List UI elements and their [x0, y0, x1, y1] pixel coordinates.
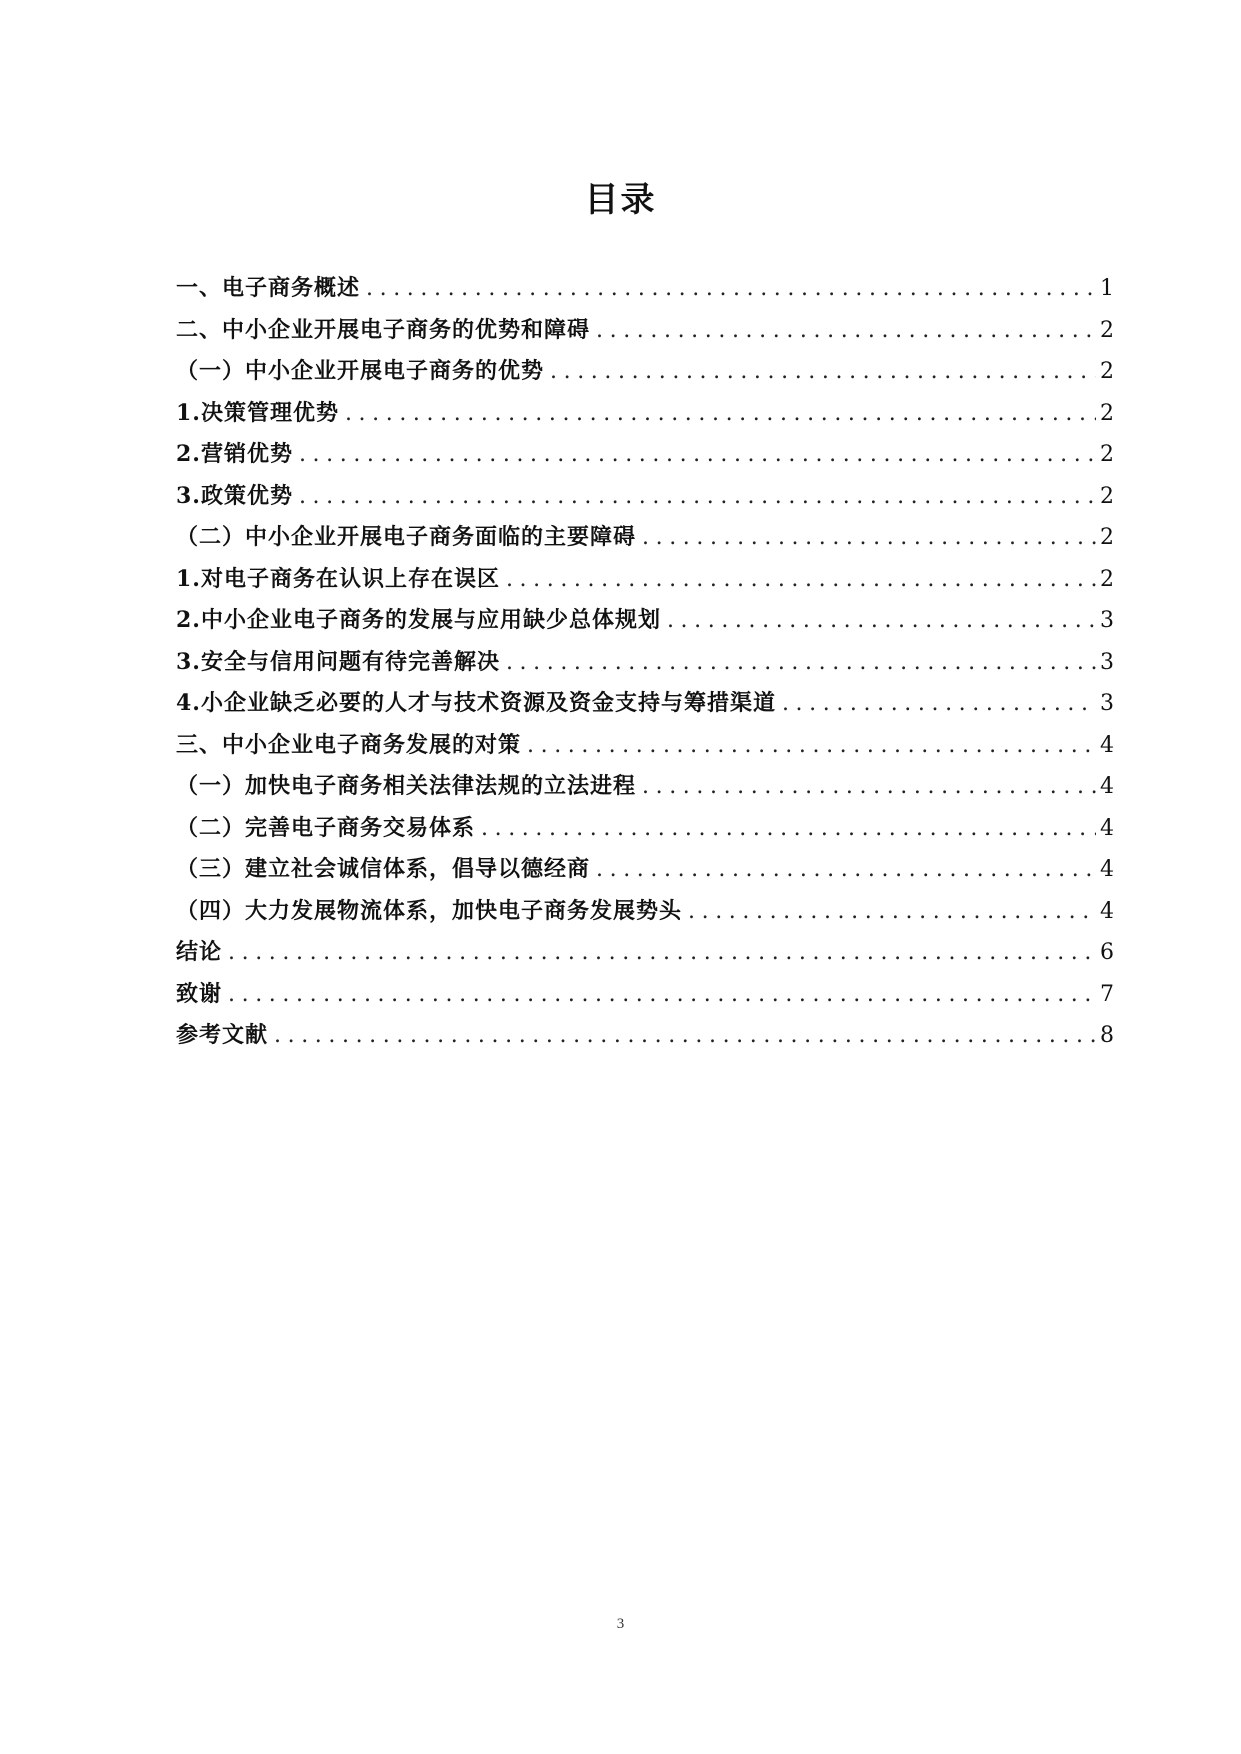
toc-dot-leader — [782, 691, 1096, 716]
toc-entry[interactable] — [176, 396, 1114, 438]
toc-dot-leader — [228, 940, 1096, 965]
toc-entry[interactable] — [176, 354, 1114, 396]
toc-entry-page: 4 — [1100, 898, 1114, 924]
toc-dot-leader — [506, 650, 1096, 675]
toc-entry-label: 3.安全与信用问题有待完善解决 — [176, 648, 500, 675]
toc-entry-page: 3 — [1100, 608, 1114, 633]
toc-entry-label: （一）中小企业开展电子商务的优势 — [176, 358, 545, 384]
toc-dot-leader — [481, 816, 1096, 841]
toc-entry-page: 3 — [1100, 691, 1114, 716]
toc-entry-label: （四）大力发展物流体系，加快电子商务发展势头 — [176, 897, 683, 924]
toc-entry[interactable] — [176, 520, 1114, 562]
toc-entry-page: 1 — [1100, 276, 1114, 301]
toc-entry-page: 4 — [1100, 815, 1114, 841]
toc-entry[interactable] — [176, 686, 1114, 728]
toc-dot-leader — [506, 567, 1096, 592]
toc-entry[interactable] — [176, 935, 1114, 977]
toc-dot-leader — [345, 401, 1096, 426]
toc-entry[interactable] — [176, 894, 1114, 936]
toc-entry[interactable] — [176, 603, 1114, 645]
page-title: 目录 — [584, 180, 657, 220]
toc-entry-page: 2 — [1100, 566, 1114, 592]
toc-entry-page: 2 — [1100, 442, 1114, 467]
toc-entry-label: 一、电子商务概述 — [176, 275, 361, 301]
toc-entry-page: 2 — [1100, 525, 1114, 550]
toc-dot-leader — [274, 1023, 1096, 1048]
toc-dot-leader — [667, 608, 1096, 633]
toc-dot-leader — [527, 733, 1096, 758]
toc-entry[interactable] — [176, 645, 1114, 687]
toc-dot-leader — [299, 442, 1096, 467]
toc-dot-leader — [550, 359, 1096, 384]
toc-dot-leader — [642, 774, 1096, 799]
toc-entry-label: 2.中小企业电子商务的发展与应用缺少总体规划 — [176, 607, 661, 633]
toc-entry[interactable] — [176, 728, 1114, 770]
toc-entry-label: 2.营销优势 — [176, 441, 293, 467]
toc-entry-label: （三）建立社会诚信体系，倡导以德经商 — [176, 856, 591, 882]
toc-entry[interactable] — [176, 271, 1114, 313]
toc-entry-page: 4 — [1100, 774, 1114, 799]
toc-dot-leader — [228, 982, 1096, 1007]
toc-dot-leader — [596, 318, 1096, 343]
toc-entry-label: 结论 — [176, 939, 223, 965]
toc-dot-leader — [596, 857, 1096, 882]
toc-entry-label: 致谢 — [176, 980, 223, 1007]
toc-entry-label: 1.对电子商务在认识上存在误区 — [176, 565, 500, 592]
page-number: 3 — [616, 1616, 625, 1632]
toc-entry-label: 二、中小企业开展电子商务的优势和障碍 — [176, 316, 591, 343]
toc-entry-label: （二）完善电子商务交易体系 — [176, 814, 476, 841]
toc-dot-leader — [366, 276, 1096, 301]
toc-entry-label: （一）加快电子商务相关法律法规的立法进程 — [176, 773, 637, 799]
toc-entry-page: 3 — [1100, 649, 1114, 675]
toc-entry-label: 三、中小企业电子商务发展的对策 — [176, 731, 522, 758]
toc-entry-label: 3.政策优势 — [176, 482, 293, 509]
toc-entry[interactable] — [176, 1018, 1114, 1060]
toc-dot-leader — [642, 525, 1096, 550]
toc-entry[interactable] — [176, 852, 1114, 894]
toc-entry-page: 4 — [1100, 732, 1114, 758]
toc-entry-page: 8 — [1100, 1023, 1114, 1048]
toc-entry[interactable] — [176, 313, 1114, 355]
toc-entry-label: 4.小企业缺乏必要的人才与技术资源及资金支持与筹措渠道 — [176, 690, 776, 716]
toc-entry[interactable] — [176, 977, 1114, 1019]
toc-entry-label: 1.决策管理优势 — [176, 399, 339, 426]
toc-entry-page: 2 — [1100, 400, 1114, 426]
toc-entry-label: （二）中小企业开展电子商务面临的主要障碍 — [176, 524, 637, 550]
toc-dot-leader — [688, 899, 1096, 924]
toc-entry-page: 2 — [1100, 483, 1114, 509]
toc-entry-page: 2 — [1100, 317, 1114, 343]
toc-entry-label: 参考文献 — [176, 1022, 269, 1048]
toc-entry[interactable] — [176, 562, 1114, 604]
toc-entry-page: 4 — [1100, 857, 1114, 882]
toc-entry-page: 7 — [1100, 981, 1114, 1007]
toc-entry[interactable] — [176, 811, 1114, 853]
table-of-contents — [176, 271, 1114, 1060]
toc-entry[interactable] — [176, 769, 1114, 811]
toc-entry-page: 2 — [1100, 359, 1114, 384]
toc-entry-page: 6 — [1100, 940, 1114, 965]
toc-entry[interactable] — [176, 479, 1114, 521]
toc-dot-leader — [299, 484, 1096, 509]
toc-entry[interactable] — [176, 437, 1114, 479]
